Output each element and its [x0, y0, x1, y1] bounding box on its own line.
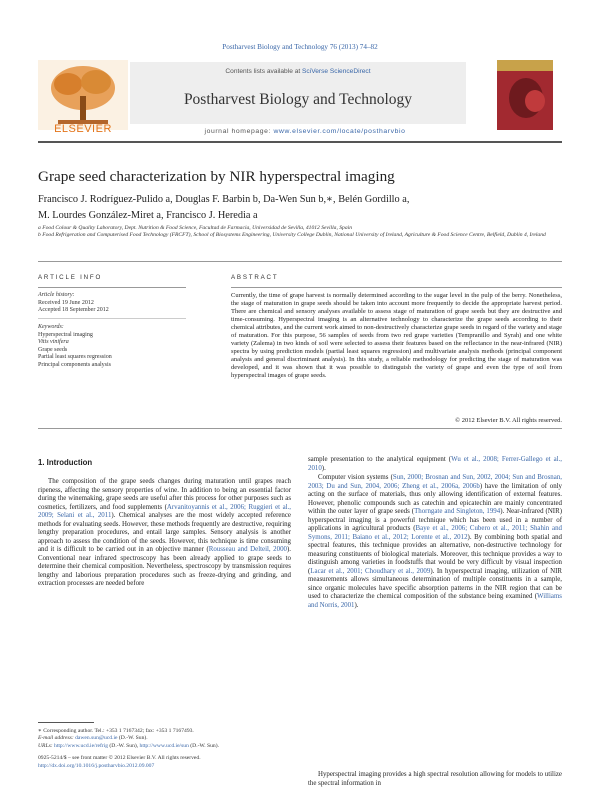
citation-link[interactable]: Lacar et al., 2001; Choudhary et al., 2009	[310, 567, 431, 575]
introduction-column-2-paragraph	[308, 474, 562, 610]
sciencedirect-link[interactable]: SciVerse ScienceDirect	[302, 68, 371, 75]
body-text: ). Conventional near infrared spectroscopy has been already applied to grape seeds to determine their chemical composition. Nevertheless, spectroscopy by transmission requires lengthy and laborious preparation procedures such as freeze-drying and grinding, and extraction processes are needed before	[38, 546, 291, 587]
article-history	[38, 292, 186, 315]
copyright-notice: © 2012 Elsevier B.V. All rights reserved.	[455, 417, 562, 424]
affiliation-a: a Food Colour & Quality Laboratory, Dept. Nutrition & Food Science, Facultad de Farmacia, Universidad de Sevilla, 41012 Sevilla, Spain	[38, 225, 352, 231]
url-link[interactable]: http://www.ucd.ie/refrig	[54, 742, 109, 749]
accepted-date: Accepted 18 September 2012	[38, 307, 109, 314]
keyword: Grape seeds	[38, 346, 68, 353]
url-suffix: (D.-W. Sun).	[188, 742, 219, 749]
body-text: sample presentation to the analytical equipment (	[308, 456, 452, 463]
body-text: ). By combining both spatial and spectral features, this technique provides an alternative, non-destructive technology for measuring constituents of biological materials. Moreover, this technique provides a way to distinguish among varieties in foodstuffs that would be very difficult by visual inspection (	[308, 533, 562, 575]
header-divider	[38, 141, 562, 143]
citation-link[interactable]: Thorngate and Singleton, 1994	[414, 508, 501, 515]
introduction-column-2-top	[308, 456, 562, 473]
keywords-block	[38, 324, 186, 370]
journal-title: Postharvest Biology and Technology	[183, 91, 413, 108]
body-text: ).	[321, 464, 326, 472]
body-text: Computer vision systems (	[318, 474, 393, 481]
footnote-rule	[38, 722, 94, 723]
journal-homepage-line	[130, 128, 480, 135]
authors-line-2: M. Lourdes González-Miret a, Francisco J. Heredia a	[38, 210, 258, 221]
doi-link[interactable]: http://dx.doi.org/10.1016/j.postharvbio.2012.09.007	[38, 762, 155, 769]
introduction-column-2-last: Hyperspectral imaging provides a high spectral resolution allowing for models to utilize the spectral information in	[308, 771, 562, 787]
received-date: Received 19 June 2012	[38, 299, 94, 306]
abstract-heading: ABSTRACT	[231, 274, 279, 281]
email-label: E-mail address:	[38, 735, 76, 742]
journal-reference[interactable]: Postharvest Biology and Technology 76 (2013) 74–82	[222, 43, 378, 51]
elsevier-tree-logo	[38, 60, 128, 130]
journal-cover-image[interactable]	[497, 60, 553, 130]
keywords-heading: Keywords:	[38, 324, 64, 330]
article-title: Grape seed characterization by NIR hyperspectral imaging	[38, 168, 395, 185]
introduction-column-1	[38, 478, 291, 589]
corresponding-author: ∗ Corresponding author. Tel.: +353 1 7167342; fax: +353 1 7167493.	[38, 728, 194, 734]
url-link[interactable]: http://www.ucd.ie/sun	[139, 742, 189, 749]
citation-link[interactable]: Wu et al., 2008; Ferrer-Gallego et al., 2010	[308, 456, 562, 472]
history-rule	[38, 318, 186, 319]
homepage-prefix: journal homepage:	[204, 128, 274, 135]
email-line	[38, 735, 291, 742]
abstract-bottom-rule	[38, 428, 562, 429]
keyword: Partial least squares regression	[38, 354, 112, 361]
email-link[interactable]: dawen.sun@ucd.ie	[75, 735, 118, 742]
email-suffix: (D.-W. Sun).	[117, 735, 148, 742]
front-matter-info	[38, 755, 291, 770]
history-heading: Article history:	[38, 292, 75, 298]
introduction-heading: 1. Introduction	[38, 458, 93, 467]
body-text: The composition of the grape seeds changes during maturation until grapes reach ripeness, affecting the sensory properties of wine. In addition to being an essential factor during the winemaking, grape seeds are useful after this process for other purposes such as cosmetics, fertilizers, and food supplements (	[38, 478, 291, 511]
body-text: ). Near-infrared (NIR) hyperspectral imaging is a powerful technique which has been used in a number of applications in agricultural products (	[308, 508, 562, 532]
abstract-rule	[231, 287, 562, 288]
keyword: Vitis vinifera	[38, 339, 69, 346]
keyword: Hyperspectral imaging	[38, 331, 93, 338]
citation-link[interactable]: Williams and Norris, 2001	[308, 593, 562, 609]
citation-link[interactable]: Baye et al., 2006; Cubero et al., 2011; Shahin and Symons, 2011; Baiano et al., 2012; Lorente et al., 2012	[308, 525, 562, 541]
journal-homepage-link[interactable]: www.elsevier.com/locate/postharvbio	[273, 128, 406, 135]
url-suffix: (D.-W. Sun),	[108, 742, 140, 749]
keyword: Principal components analysis	[38, 361, 111, 368]
body-text: ).	[354, 601, 359, 609]
body-text: ) have the limitation of only acting on the surface of materials, thus only allowing identification of external features. However, phenolic compounds such as catechin and epicatechin are mainly concentrated within the outer layer of grape seeds (	[308, 482, 562, 515]
citation-link[interactable]: Sun, 2000; Brosnan and Sun, 2002, 2004; Sun and Brosnan, 2003; Du and Sun, 2004, 2006; Zheng et al., 2006a, 2006b	[308, 474, 562, 490]
urls-line	[38, 743, 291, 750]
abstract-text: Currently, the time of grape harvest is normally determined according to the sugar level in the pulp of the berry. Nonetheless, the stage of maturation in grape seeds should be taken into account more frequently to decide the appropriate harvest period. There are chemical and sensory analyses available to assess stage of maturation of grape seeds but they are destructive and time-consuming. Hyperspectral imaging is an alternative technology to characterize the grape seeds according to their chemical attributes, and the current work aimed to non-destructively characterize grape seeds in regard of the variety and stage of maturation. For this purpose, 56 samples of seeds from two red grape varieties (Tempranillo and Syrah) and one white variety (Zalema) in two kinds of soil were selected to assess their features based on the reflectance in the near-infrared (NIR) spectra by using prediction models (partial least squares regression) and multivariate analysis methods (principal component analysis and general discriminant analysis). In this study, a reliable methodology for predicting the stage of maturation was developed, and it was shown that it was possible to distinguish the variety of grape and even the type of soil from hyperspectral images of grape seeds.	[231, 292, 562, 380]
urls-label: URLs:	[38, 742, 55, 749]
elsevier-wordmark: ELSEVIER	[54, 123, 112, 135]
citation-link[interactable]: Rousseau and Delteil, 2000	[208, 546, 287, 553]
affiliations	[38, 225, 562, 240]
body-text: ). In hyperspectral imaging, utilization of NIR measurements allows simultaneous determination of multiple constituents in a sample, since organic molecules have specific absorption patterns in the NIR region that can be used to characterize the chemical composition of the substance being examined (	[308, 567, 562, 600]
citation-link[interactable]: Arvanitoyannis et al., 2006; Ruggieri et al., 2009; Selani et al., 2011	[38, 503, 291, 519]
section-divider	[38, 261, 562, 262]
affiliation-b: b Food Refrigeration and Computerised Food Technology (FRCFT), School of Biosystems Engineering, University College Dublin, National University of Ireland, Agriculture & Food Science Centre, Belfield, Dublin 4, Ireland	[38, 232, 546, 239]
article-info-heading: ARTICLE INFO	[38, 274, 103, 281]
body-text: ). Chemical analyses are the most widely accepted reference methods for evaluating seeds. However, these methods frequently are destructive, requiring lengthy preparation procedures, and entail large samples. Sensory analysis is another approach to assess the condition of the seeds. However, this technique is time consuming and it is difficult to be carried out in an objective manner (	[38, 512, 291, 553]
article-info-rule	[38, 287, 186, 288]
author-list	[38, 192, 558, 224]
corresponding-author-footnote	[38, 728, 291, 750]
authors-line-1: Francisco J. Rodríguez-Pulido a, Douglas F. Barbin b, Da-Wen Sun b,∗, Belén Gordillo a,	[38, 194, 410, 205]
contents-prefix: Contents lists available at	[225, 68, 303, 75]
issn-line: 0925-5214/$ – see front matter © 2012 Elsevier B.V. All rights reserved.	[38, 755, 201, 761]
contents-line	[130, 68, 466, 75]
